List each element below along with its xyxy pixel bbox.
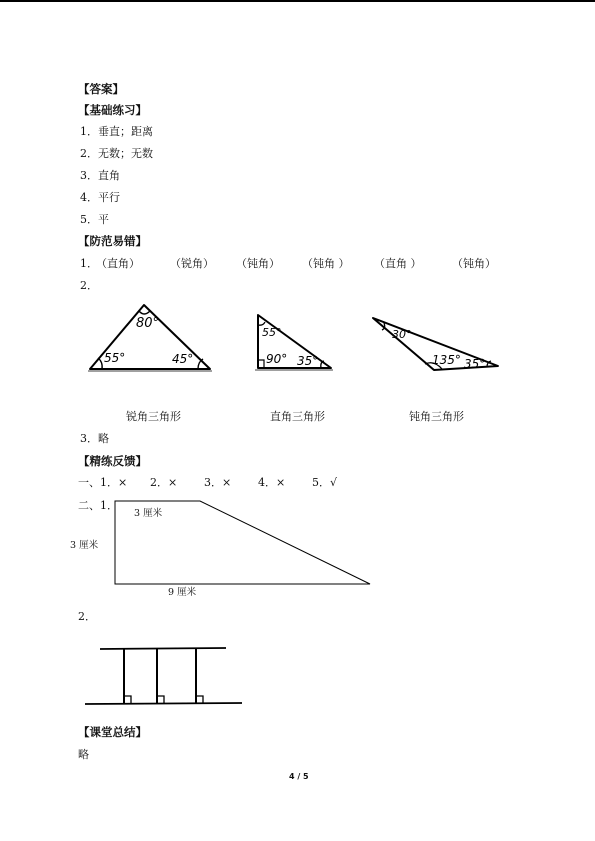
basic-answer-1: 1．垂直；距离 — [80, 125, 153, 138]
obtuse-angle-left: 30° — [392, 328, 412, 341]
caption-obtuse-triangle: 钝角三角形 — [409, 410, 464, 423]
mistakes-q2-number: 2． — [80, 279, 98, 292]
feedback-part1-q4: 4．× — [258, 476, 286, 489]
heading-class-summary: 【课堂总结】 — [78, 725, 147, 739]
mistakes-q1-answer-5: （直角 ） — [374, 257, 422, 270]
mistakes-q3: 3．略 — [80, 432, 109, 445]
mistakes-q1-answer-4: （钝角 ） — [302, 257, 350, 270]
trapezoid-bottom-label: 9 厘米 — [168, 587, 197, 598]
feedback-part2-label: 二、1． — [78, 499, 118, 512]
mistakes-q1-answer-2: （锐角） — [170, 257, 214, 270]
acute-angle-top: 80° — [136, 316, 160, 331]
basic-answer-4: 4．平行 — [80, 191, 120, 204]
caption-right-triangle: 直角三角形 — [270, 410, 325, 423]
mistakes-q1-number: 1． — [80, 257, 98, 270]
heading-practice-feedback: 【精练反馈】 — [78, 454, 147, 468]
right-triangle-figure — [253, 310, 335, 372]
basic-answer-5: 5．平 — [80, 213, 109, 226]
feedback-q2-number: 2． — [78, 610, 96, 623]
acute-triangle-figure — [88, 300, 213, 376]
obtuse-angle-right: 35° — [464, 357, 486, 371]
feedback-part1-q3: 3．× — [204, 476, 232, 489]
acute-angle-right: 45° — [172, 352, 194, 366]
acute-angle-left: 55° — [104, 351, 126, 365]
mistakes-q1-answer-6: （钝角） — [452, 257, 496, 270]
basic-answer-3: 3．直角 — [80, 169, 120, 182]
heading-basic-practice: 【基础练习】 — [78, 103, 147, 117]
obtuse-angle-bottom: 135° — [432, 353, 461, 367]
right-angle-top: 55° — [262, 326, 282, 339]
heading-prevent-mistakes: 【防范易错】 — [78, 234, 147, 248]
feedback-part1-q2: 2．× — [150, 476, 178, 489]
right-angle-corner: 90° — [266, 352, 288, 366]
heading-answer: 【答案】 — [78, 82, 124, 96]
right-angle-right: 35° — [297, 354, 319, 368]
parallel-lines-figure — [84, 640, 244, 710]
trapezoid-left-label: 3 厘米 — [70, 540, 99, 551]
page-top-border — [0, 0, 595, 2]
summary-text: 略 — [78, 748, 89, 761]
feedback-part1-q5: 5．√ — [312, 476, 338, 489]
obtuse-triangle-figure — [370, 314, 502, 372]
page-number: 4 / 5 — [289, 772, 309, 781]
feedback-part1-q1: 一、1．× — [78, 476, 128, 489]
caption-acute-triangle: 锐角三角形 — [126, 410, 181, 423]
mistakes-q1-answer-1: （直角） — [96, 257, 140, 270]
trapezoid-top-label: 3 厘米 — [134, 508, 163, 519]
basic-answer-2: 2．无数；无数 — [80, 147, 153, 160]
mistakes-q1-answer-3: （钝角） — [236, 257, 280, 270]
